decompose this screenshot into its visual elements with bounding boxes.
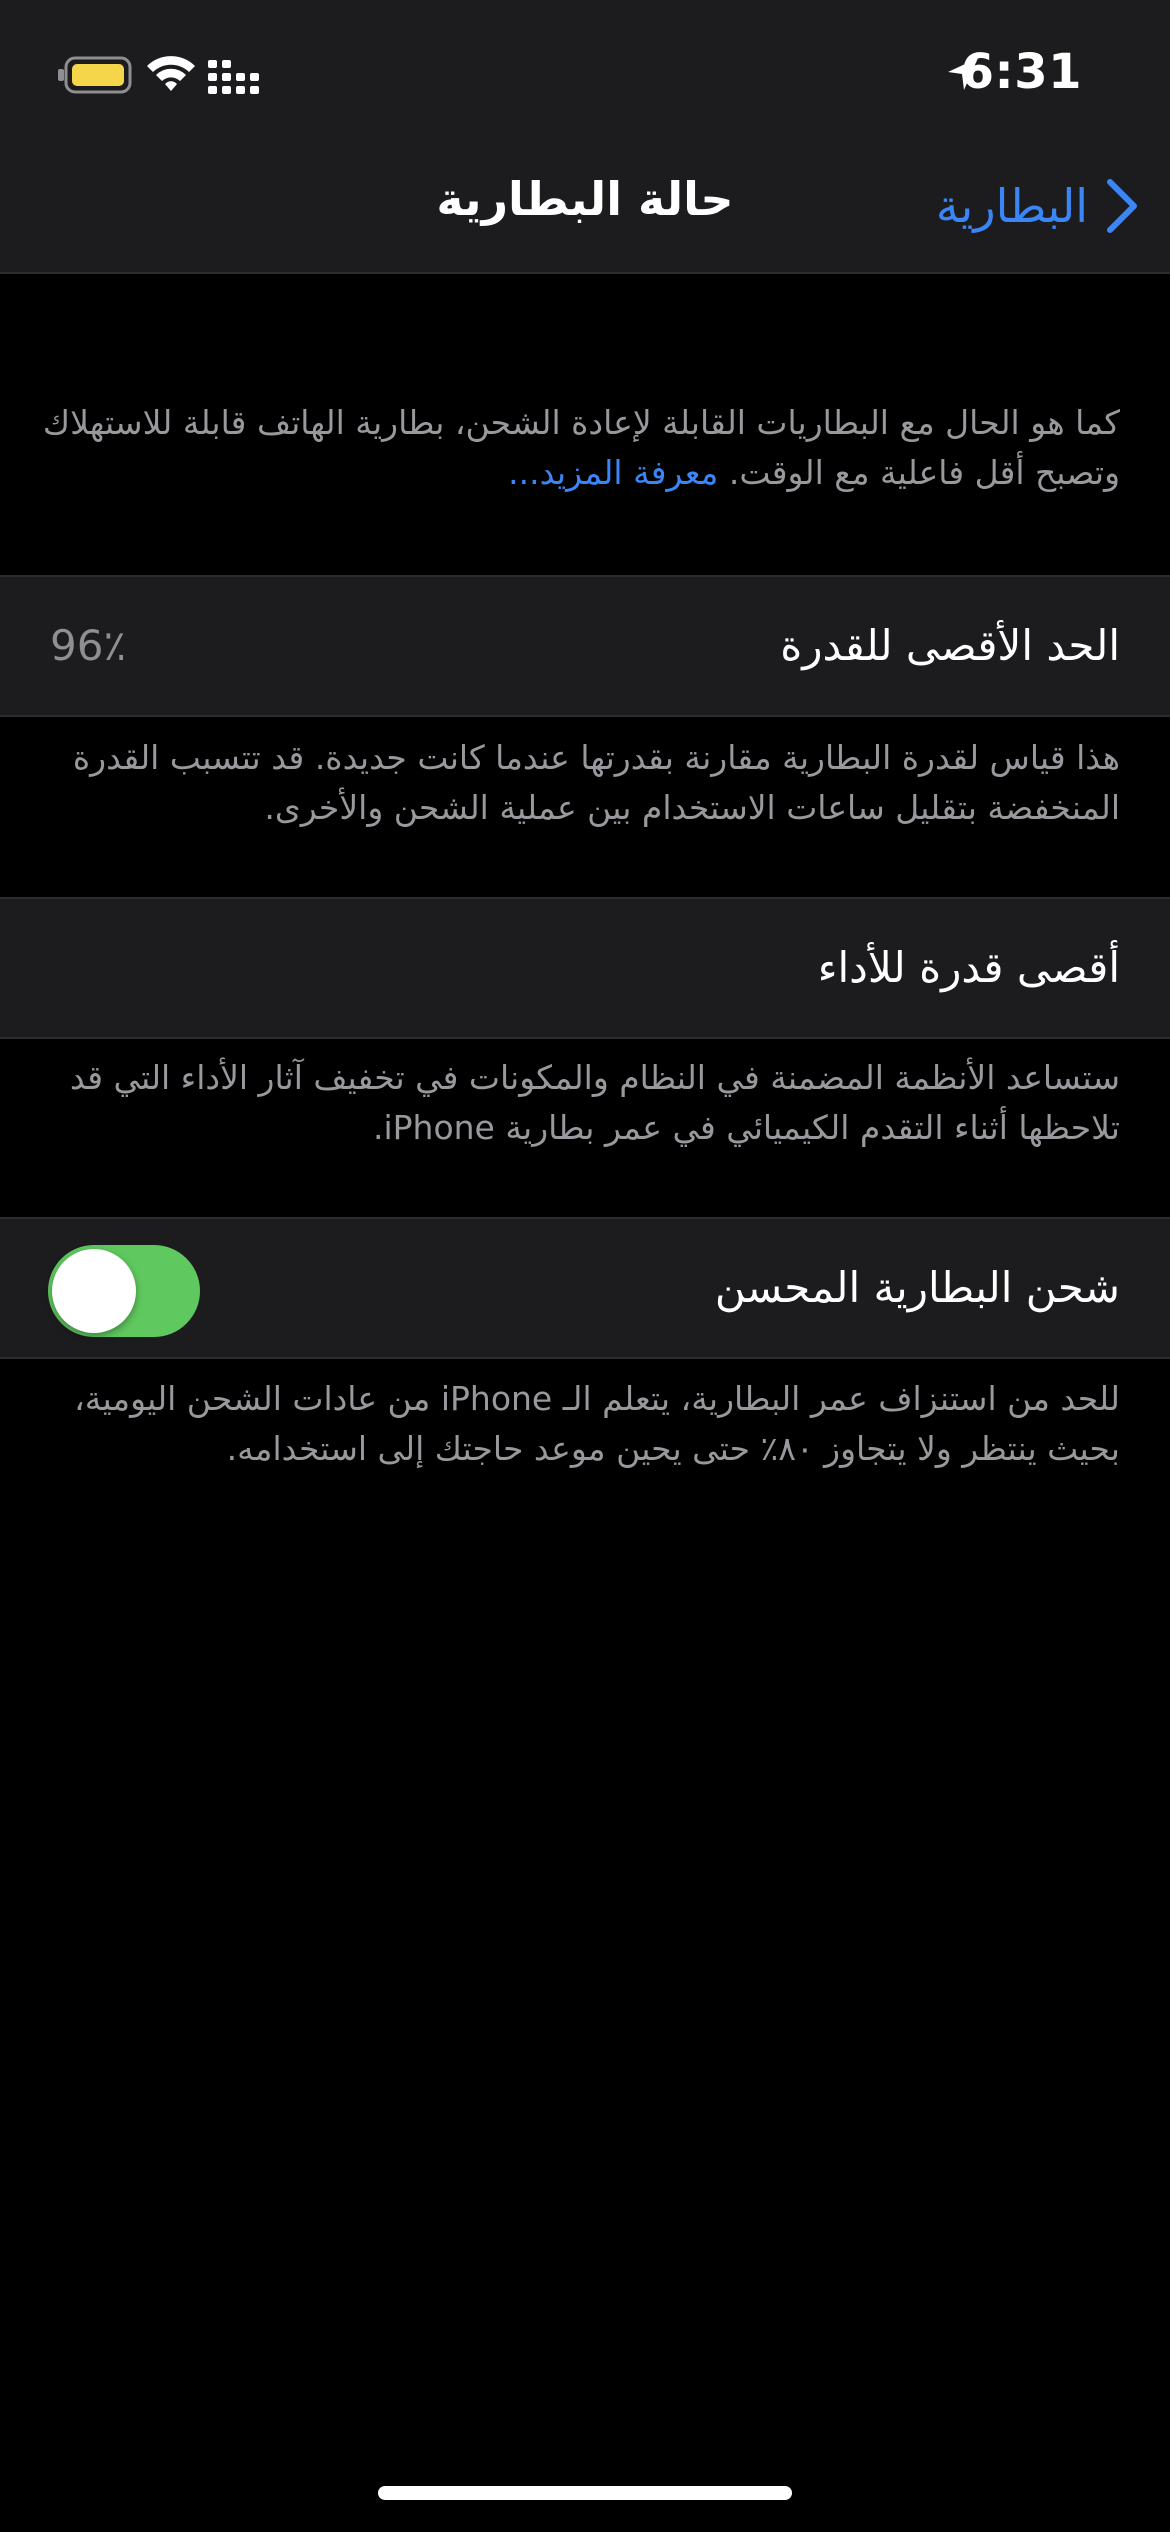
intro-body: كما هو الحال مع البطاريات القابلة لإعادة الشحن، بطارية الهاتف قابلة للاستهلاك وتصبح أقل فاعلية مع الوقت. [42, 403, 1120, 492]
page-title: حالة البطارية [436, 172, 734, 226]
battery-icon [58, 56, 132, 94]
status-time: 6:31 [960, 44, 1082, 100]
optimized-charging-row [0, 1217, 1170, 1359]
peak-performance-footnote: ستساعد الأنظمة المضمنة في النظام والمكونات في تخفيف آثار الأداء التي قد تلاحظها أثناء التقدم الكيميائي في عمر بطارية iPhone. [69, 1058, 1120, 1147]
navigation-bar [0, 136, 1170, 274]
optimized-charging-toggle[interactable] [48, 1245, 200, 1337]
cellular-signal-icon [208, 58, 266, 96]
status-bar [0, 0, 1170, 136]
max-capacity-footnote: هذا قياس لقدرة البطارية مقارنة بقدرتها عندما كانت جديدة. قد تتسبب القدرة المنخفضة بتقليل ساعات الاستخدام بين عملية الشحن والأخرى. [72, 738, 1120, 827]
wifi-icon [145, 52, 197, 94]
optimized-charging-footnote: للحد من استنزاف عمر البطارية، يتعلم الـ iPhone من عادات الشحن اليومية، بحيث ينتظر ولا يتجاوز ٨٠٪ حتى يحين موعد حاجتك إلى استخدامه. [74, 1379, 1120, 1468]
peak-performance-row [0, 897, 1170, 1039]
max-capacity-value: 96٪ [50, 621, 127, 670]
back-label: البطارية [935, 179, 1088, 233]
intro-text [40, 398, 1120, 498]
learn-more-link[interactable]: معرفة المزيد... [508, 453, 719, 492]
max-capacity-row [0, 575, 1170, 717]
optimized-charging-label: شحن البطارية المحسن [714, 1263, 1120, 1312]
max-capacity-label: الحد الأقصى للقدرة [780, 621, 1120, 670]
toggle-knob [52, 1249, 136, 1333]
peak-performance-label: أقصى قدرة للأداء [817, 943, 1120, 992]
home-indicator[interactable] [378, 2486, 792, 2500]
